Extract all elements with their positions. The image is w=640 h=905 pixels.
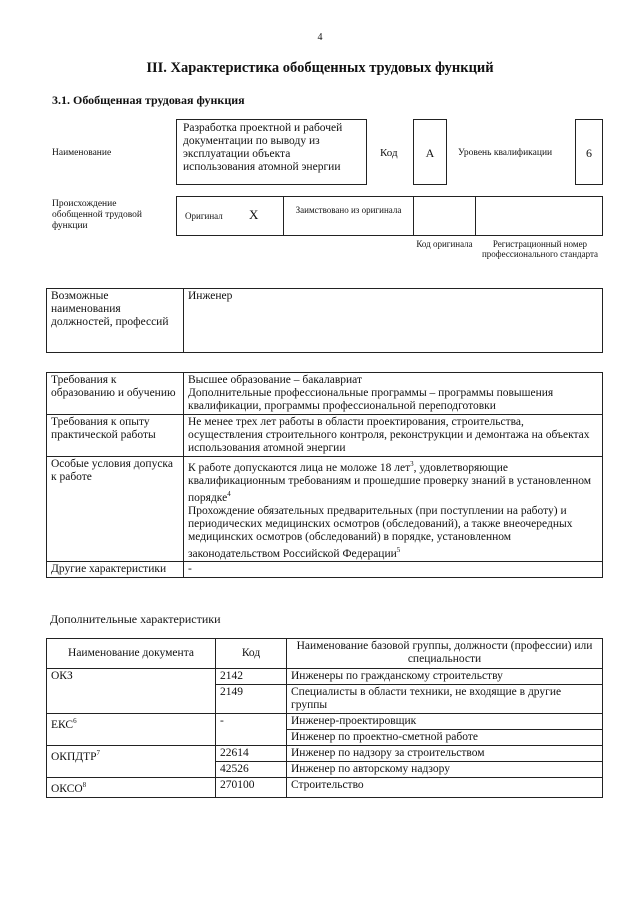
- code-original-box: [413, 196, 476, 236]
- col-header-doc: Наименование документа: [47, 639, 216, 669]
- additional-title: Дополнительные характеристики: [50, 612, 221, 626]
- doc-cell: ОКСО$^8$: [47, 778, 216, 798]
- name-cell: Инженер по проектно-сметной работе: [287, 730, 603, 746]
- code-cell: 42526: [216, 762, 287, 778]
- col-header-code: Код: [216, 639, 287, 669]
- education-label: Требования к образованию и обучению: [47, 373, 184, 415]
- code-cell: 270100: [216, 778, 287, 798]
- code-cell: 22614: [216, 746, 287, 762]
- condition-text: К работе допускаются лица не моложе 18 лет: [188, 461, 411, 474]
- condition-text: Прохождение обязательных предварительных (при поступлении на работу) и периодических медицинских осмотров (обследований), а также внеочередных медицинских осмотров (обследований) в порядке, установленном законодательством Российской Федерации: [188, 504, 573, 560]
- doc-cell: ЕКС$^6$: [47, 714, 216, 746]
- code-cell: 2149: [216, 685, 287, 714]
- level-box: [575, 119, 603, 185]
- code-value: А: [425, 146, 435, 160]
- table-row: [47, 669, 603, 685]
- subsection-title: 3.1. Обобщенная трудовая функция: [52, 93, 245, 107]
- name-label: Наименование: [52, 148, 112, 158]
- borrowed-label: Заимствовано из оригинала: [295, 205, 402, 215]
- original-label: Оригинал: [185, 211, 223, 221]
- footnote-ref: 4: [227, 489, 231, 498]
- special-conditions-value: [184, 457, 603, 562]
- code-cell: 2142: [216, 669, 287, 685]
- experience-label: Требования к опыту практической работы: [47, 415, 184, 457]
- footnote-ref: 5: [396, 545, 401, 554]
- code-cell: -: [216, 714, 287, 746]
- page-number: 4: [317, 32, 323, 43]
- level-value: 6: [586, 146, 592, 160]
- education-line: Дополнительные профессиональные программы – программы повышения квалификации, программы профессиональной переподготовки: [188, 387, 554, 412]
- code-label: Код: [380, 147, 398, 159]
- reg-number-caption: Регистрационный номер профессионального стандарта: [481, 239, 599, 259]
- col-header-name: Наименование базовой группы, должности (профессии) или специальности: [287, 639, 603, 669]
- origin-label: Происхождение обобщенной трудовой функции: [52, 199, 142, 231]
- education-value: [184, 373, 603, 415]
- requirements-table: [46, 372, 603, 578]
- function-name: Разработка проектной и рабочей документации по выводу из эксплуатации объекта использования атомной энергии: [183, 122, 343, 173]
- reg-number-box: [475, 196, 603, 236]
- original-box: [176, 196, 284, 236]
- positions-value: Инженер: [184, 289, 603, 353]
- borrowed-box: [283, 196, 414, 236]
- section-title: III. Характеристика обобщенных трудовых функций: [146, 60, 494, 76]
- special-conditions-label: Особые условия допуска к работе: [47, 457, 184, 562]
- code-original-caption: Код оригинала: [416, 239, 473, 249]
- positions-label: Возможные наименования должностей, профессий: [47, 289, 184, 353]
- table-row: [47, 746, 603, 762]
- name-cell: Инженер по надзору за строительством: [287, 746, 603, 762]
- name-cell: Строительство: [287, 778, 603, 798]
- doc-cell: ОКПДТР$^7$: [47, 746, 216, 778]
- doc-cell: ОКЗ: [47, 669, 216, 714]
- name-cell: Инженер по авторскому надзору: [287, 762, 603, 778]
- education-line: Высшее образование – бакалавриат: [188, 374, 362, 386]
- table-row: [47, 778, 603, 798]
- function-name-box: [176, 119, 367, 185]
- name-cell: Специалисты в области техники, не входящие в другие группы: [287, 685, 603, 714]
- table-row: [47, 714, 603, 730]
- original-mark: Х: [249, 207, 259, 222]
- code-box: [413, 119, 447, 185]
- name-cell: Инженер-проектировщик: [287, 714, 603, 730]
- positions-table: [46, 288, 603, 353]
- footnote-ref: 3: [410, 460, 414, 468]
- condition-text: , удовлетворяющие квалификационным требованиям и прошедшие проверку знаний в установленном порядке: [188, 461, 592, 504]
- additional-table: [46, 638, 603, 798]
- experience-value: Не менее трех лет работы в области проектирования, строительства, осуществления строительного контроля, реконструкции и демонтажа на объектах использования атомной энергии: [184, 415, 603, 457]
- level-label: Уровень квалификации: [458, 148, 553, 158]
- name-cell: Инженеры по гражданскому строительству: [287, 669, 603, 685]
- other-label: Другие характеристики: [47, 562, 184, 578]
- other-value: -: [184, 562, 603, 578]
